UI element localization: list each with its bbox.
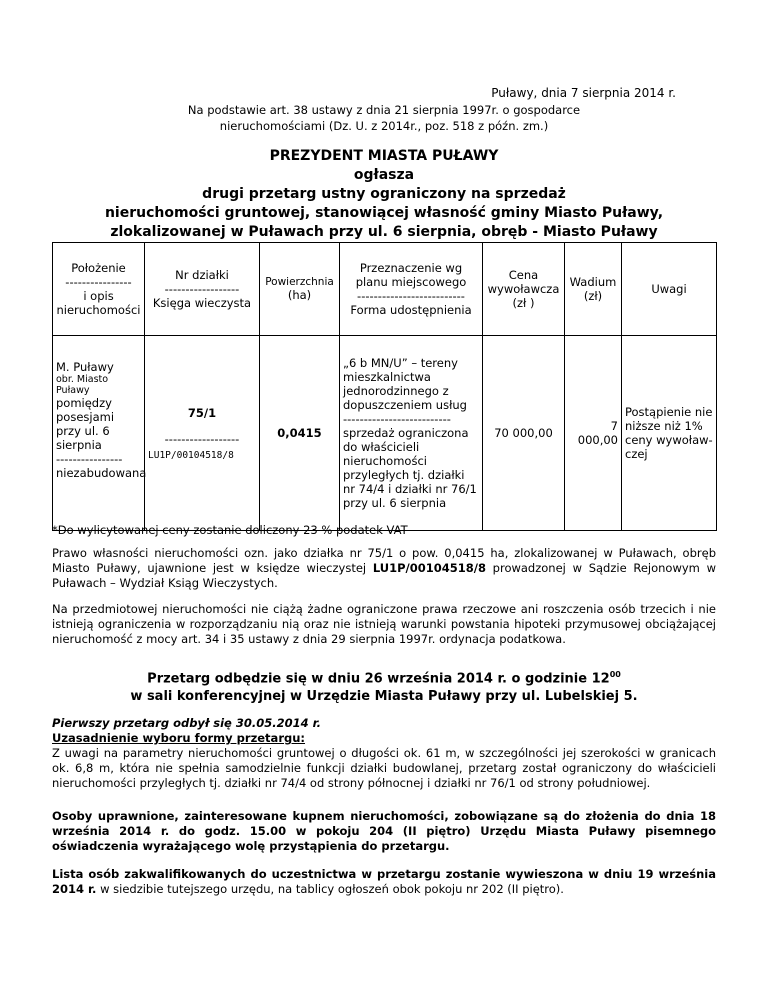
vat-note: *Do wylicytowanej ceny zostanie doliczony 23 % podatek VAT <box>52 523 408 537</box>
justification-title: Uzasadnienie wyboru formy przetargu: <box>52 731 306 745</box>
property-table <box>52 242 717 531</box>
announcement-heading <box>0 147 768 242</box>
cell-deposit: 7 000,00 <box>565 336 622 531</box>
cell-location: M. Puławy obr. Miasto Puławy pomiędzy posesjami przy ul. 6 sierpnia ---------------- niezabudowana <box>53 336 145 531</box>
auction-place-line: w sali konferencyjnej w Urzędzie Miasta Puławy przy ul. Lubelskiej 5. <box>130 689 638 705</box>
table-row <box>53 336 717 531</box>
cell-parcel: 75/1 ------------------ LU1P/00104518/8 <box>145 336 260 531</box>
justification-text: Z uwagi na parametry nieruchomości gruntowej o długości ok. 61 m, w szczególności jej szerokości w granicach ok. 6,8 m, która nie spełnia samodzielnie funkcji działki budowlanej, przetarg został ograniczony do właścicieli nieruchomości przyległych tj. działki nr 74/4 od strony północnej i działki nr 76/1 od strony południowej. <box>52 746 716 790</box>
legal-basis-line: Na podstawie art. 38 ustawy z dnia 21 sierpnia 1997r. o gospodarce <box>187 103 581 117</box>
table-header-row <box>53 243 717 336</box>
heading-line: ogłasza <box>353 167 415 183</box>
justification <box>52 731 716 791</box>
cell-area: 0,0415 <box>260 336 340 531</box>
cell-purpose: „6 b MN/U” – tereny mieszkalnictwa jednorodzinnego z dopuszczeniem usług -------------------------- sprzedaż ograniczona do właścicieli nieruchomości przyległych tj. działki nr 74/4 i działki nr 76/1 przy ul. 6 sierpnia <box>340 336 483 531</box>
header-deposit: Wadium (zł) <box>565 243 622 336</box>
auction-info <box>0 666 768 706</box>
auction-date-line: Przetarg odbędzie się w dniu 26 września 2014 r. o godzinie $12^{00}$ <box>147 670 621 687</box>
header-area: Powierzchnia (ha) <box>260 243 340 336</box>
header-price: Cena wywoławcza (zł ) <box>483 243 565 336</box>
entitled-paragraph: Osoby uprawnione, zainteresowane kupnem nieruchomości, zobowiązane są do złożenia do dnia 18 września 2014 r. do godz. 15.00 w pokoju 204 (II piętro) Urzędu Miasta Puławy pisemnego oświadczenia wyrażającego wolę przystąpienia do przetargu. <box>52 809 716 853</box>
document-date: Puławy, dnia 7 sierpnia 2014 r. <box>491 86 676 100</box>
header-parcel: Nr działki ------------------ Księga wieczysta <box>145 243 260 336</box>
heading-line: zlokalizowanej w Puławach przy ul. 6 sierpnia, obręb - Miasto Puławy <box>110 224 658 240</box>
cell-price: 70 000,00 <box>483 336 565 531</box>
header-location: Położenie ---------------- i opis nieruchomości <box>53 243 145 336</box>
legal-basis <box>0 102 768 134</box>
legal-basis-line: nieruchomościami (Dz. U. z 2014r., poz. 518 z późn. zm.) <box>219 119 549 133</box>
heading-line: nieruchomości gruntowej, stanowiącej własność gminy Miasto Puławy, <box>104 205 664 221</box>
header-notes: Uwagi <box>622 243 717 336</box>
heading-line: drugi przetarg ustny ograniczony na sprzedaż <box>202 186 566 202</box>
first-auction-note: Pierwszy przetarg odbył się 30.05.2014 r. <box>52 716 321 730</box>
qualified-paragraph: Lista osób zakwalifikowanych do uczestnictwa w przetargu zostanie wywieszona w dniu 19 września 2014 r. w siedzibie tutejszego urzędu, na tablicy ogłoszeń obok pokoju nr 202 (II piętro). <box>52 867 716 896</box>
ownership-paragraph: Prawo własności nieruchomości ozn. jako działka nr 75/1 o pow. 0,0415 ha, zlokalizowanej w Puławach, obręb Miasto Puławy, ujawnione jest w księdze wieczystej LU1P/00104518/8 prowadzonej w Sądzie Rejonowym w Puławach – Wydział Ksiąg Wieczystych. <box>52 546 716 590</box>
header-purpose: Przeznaczenie wg planu miejscowego -------------------------- Forma udostępnienia <box>340 243 483 336</box>
register-number: LU1P/00104518/8 <box>372 561 486 575</box>
heading-line: PREZYDENT MIASTA PUŁAWY <box>269 148 499 164</box>
encumbrances-paragraph: Na przedmiotowej nieruchomości nie ciążą żadne ograniczone prawa rzeczowe ani roszczenia osób trzecich i nie istnieją ograniczenia w rozporządzaniu nią oraz nie istnieją warunki powstania hipoteki przymusowej obciążającej nieruchomość z mocy art. 34 i 35 ustawy z dnia 29 sierpnia 1997r. ordynacja podatkowa. <box>52 602 716 646</box>
cell-notes: Postąpienie nie niższe niż 1% ceny wywoław-czej <box>622 336 717 531</box>
